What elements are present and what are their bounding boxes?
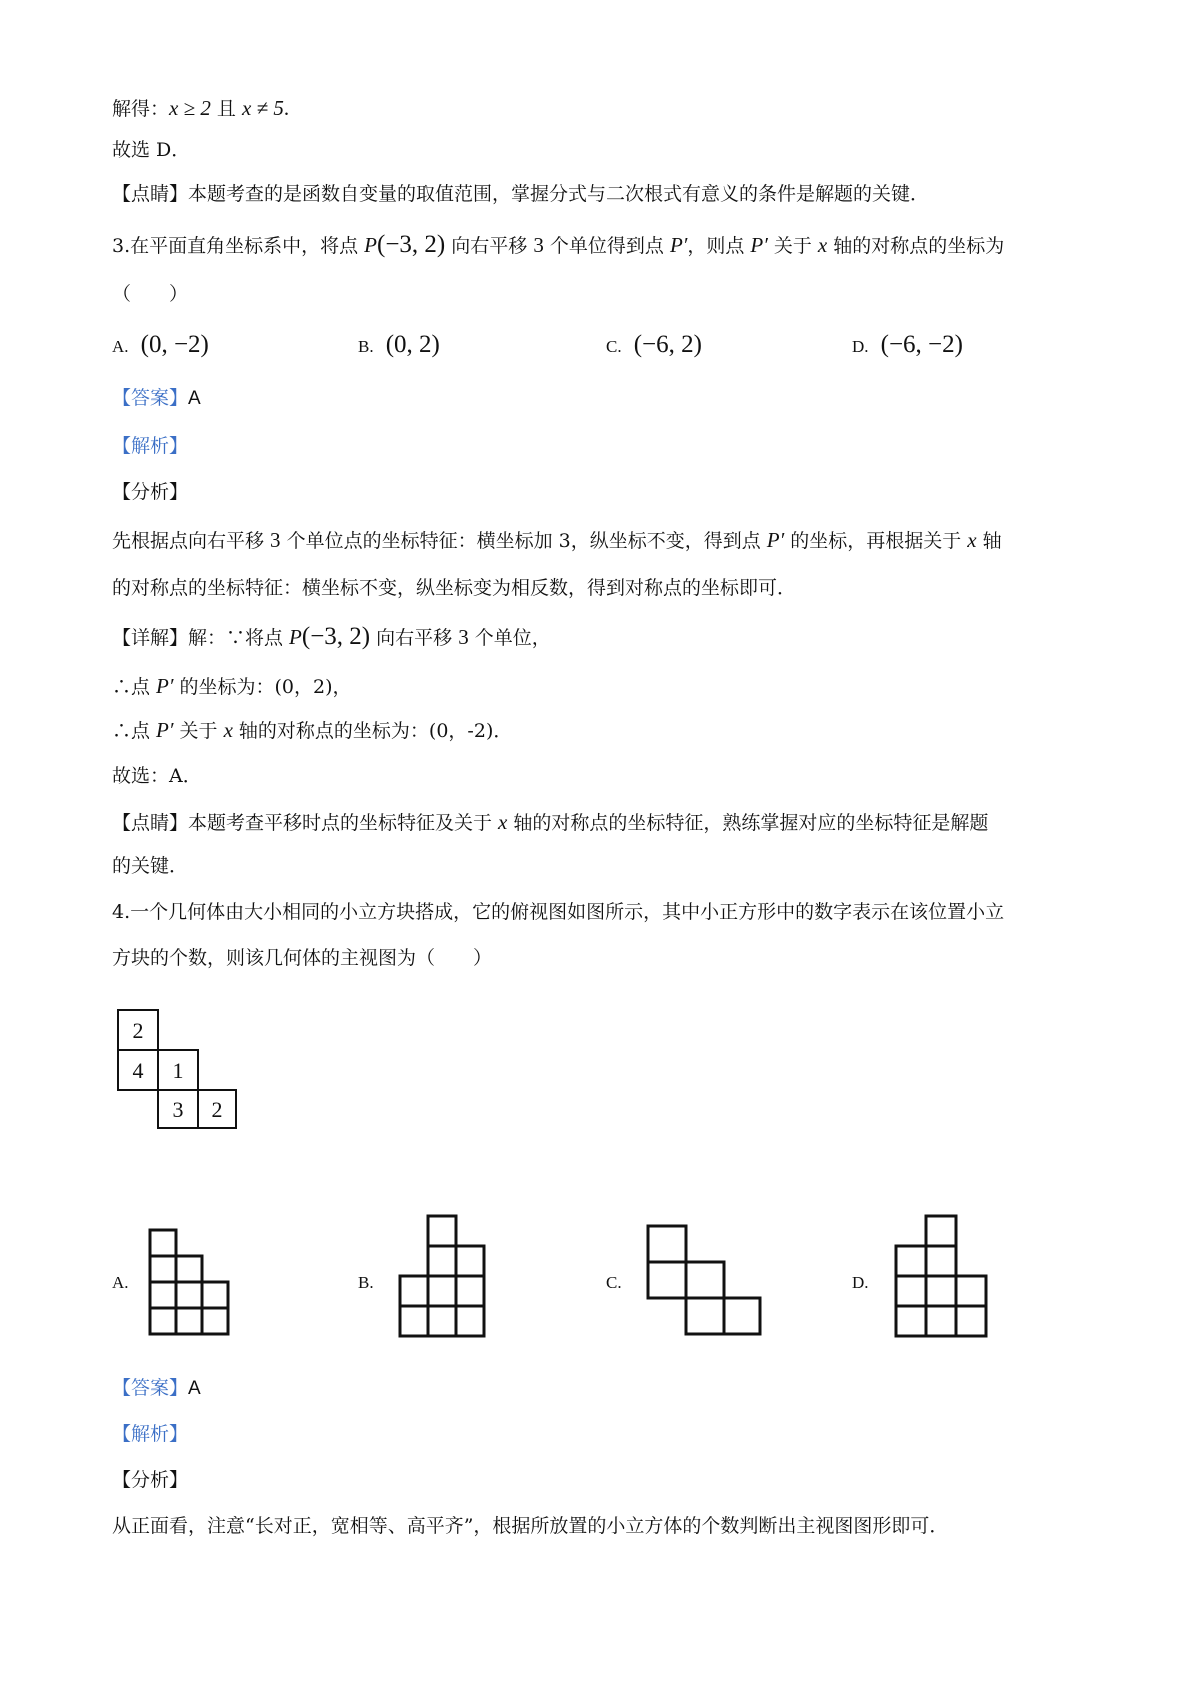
text: 个单位点的坐标特征：横坐标加 3，纵坐标不变，得到点: [280, 530, 767, 552]
cell-number: 4: [132, 1058, 144, 1083]
point-p-prime: P′: [669, 233, 688, 257]
q3-fenxi-tag: 【分析】: [112, 481, 189, 503]
text: .: [283, 96, 290, 120]
number: 3: [270, 528, 281, 552]
text: 的坐标，再根据关于: [784, 530, 968, 552]
text: 向右平移: [445, 235, 534, 257]
text: 轴: [976, 530, 1002, 552]
inequality: x ≠ 5: [241, 96, 284, 120]
var-x: x: [817, 233, 828, 257]
text: ，则点: [687, 235, 751, 257]
point-p-prime: P′: [750, 233, 768, 257]
inequality: x ≥ 2: [169, 96, 211, 120]
point-p-prime: P′: [156, 718, 174, 742]
text: 轴的对称点的坐标为：(0，-2)．: [232, 720, 513, 742]
option-value: (0, −2): [140, 331, 209, 358]
choice-line: 故选 D．: [112, 139, 191, 161]
text: 轴的对称点的坐标为: [827, 235, 1005, 257]
var-x: x: [498, 810, 508, 834]
text: 轴的对称点的坐标特征，熟练掌握对应的坐标特征是解题: [507, 812, 989, 834]
q4-analysis-line: 从正面看，注意“长对正，宽相等、高平齐”，根据所放置的小立方体的个数判断出主视图图形即可．: [112, 1515, 949, 1537]
q4-option-a-figure[interactable]: [148, 1228, 234, 1344]
cell-number: 1: [172, 1058, 184, 1083]
q3-option-a[interactable]: [112, 330, 209, 362]
answer-value: A: [188, 1378, 201, 1399]
answer-tag: 【答案】: [112, 387, 189, 409]
q4-jiexi-tag: 【解析】: [112, 1423, 189, 1445]
point-p-prime: P′: [766, 528, 785, 552]
q3-jiexi-tag: 【解析】: [112, 435, 189, 457]
var-x: x: [967, 528, 977, 552]
q3-stem: [112, 228, 1004, 263]
q4-option-d-figure[interactable]: [894, 1214, 994, 1348]
option-value: (0, 2): [385, 331, 440, 358]
var-x: x: [223, 718, 233, 742]
q4-option-c-label[interactable]: C.: [606, 1273, 622, 1292]
q4-stem: 4.一个几何体由大小相同的小立方块搭成，它的俯视图如图所示，其中小正方形中的数字表示在该位置小立: [112, 901, 1005, 923]
text: ∴点: [112, 720, 157, 742]
q3-detail-line: [112, 672, 352, 701]
cell-number: 2: [211, 1097, 223, 1122]
q4-option-a-label[interactable]: A.: [112, 1273, 129, 1292]
point-p-prime: P′: [156, 674, 174, 698]
q4-answer: [112, 1374, 201, 1403]
option-label: C.: [606, 337, 622, 356]
answer-tag: 【答案】: [112, 1377, 189, 1399]
coord: (−3, 2): [301, 623, 371, 650]
point-p: P: [364, 233, 377, 257]
dianjing-line: 【点睛】本题考查的是函数自变量的取值范围，掌握分式与二次根式有意义的条件是解题的关键．: [112, 183, 930, 205]
text: 个单位得到点: [543, 235, 670, 257]
text: 关于: [767, 235, 818, 257]
q4-option-b-label[interactable]: B.: [358, 1273, 374, 1292]
q3-analysis-line: 的对称点的坐标特征：横坐标不变，纵坐标变为相反数，得到对称点的坐标即可．: [112, 577, 797, 599]
number: 3: [458, 625, 469, 649]
q3-detail-line: [112, 620, 551, 655]
point-p: P: [289, 625, 302, 649]
text: 个单位，: [468, 627, 551, 649]
q3-dianjing-line: 的关键．: [112, 855, 189, 877]
text: 先根据点向右平移: [112, 530, 271, 552]
text: 【点睛】本题考查平移时点的坐标特征及关于: [112, 812, 499, 834]
text: 关于: [173, 720, 224, 742]
text: 3.在平面直角坐标系中，将点: [112, 235, 365, 257]
text: ∴点: [112, 676, 157, 698]
q3-detail-line: 故选：A．: [112, 765, 202, 787]
q4-fenxi-tag: 【分析】: [112, 1469, 189, 1491]
q4-stem: 方块的个数，则该几何体的主视图为（ ）: [112, 947, 493, 969]
coord: (−3, 2): [377, 231, 446, 258]
q3-analysis-line: [112, 526, 1002, 555]
top-view-figure: [104, 1002, 244, 1130]
solution-line: [112, 94, 289, 123]
q3-detail-line: [112, 716, 512, 745]
text: 向右平移: [370, 627, 459, 649]
q3-blank: （ ）: [112, 283, 189, 305]
q3-answer: [112, 384, 201, 413]
text: 且: [210, 98, 242, 120]
option-value: (−6, 2): [633, 331, 702, 358]
cell-number: 2: [132, 1018, 144, 1043]
option-label: A.: [112, 337, 129, 356]
number: 3: [533, 233, 544, 257]
q4-option-c-figure[interactable]: [646, 1224, 764, 1344]
q3-option-b[interactable]: [358, 330, 440, 362]
text: 的坐标为：(0，2)，: [173, 676, 352, 698]
q3-dianjing-line: [112, 808, 988, 837]
option-label: D.: [852, 337, 869, 356]
text: 【详解】解：∵将点: [112, 627, 290, 649]
option-label: B.: [358, 337, 374, 356]
q4-option-b-figure[interactable]: [398, 1214, 490, 1348]
q3-option-d[interactable]: [852, 330, 963, 362]
q3-option-c[interactable]: [606, 330, 702, 362]
answer-value: A: [188, 388, 201, 409]
cell-number: 3: [172, 1097, 184, 1122]
q4-option-d-label[interactable]: D.: [852, 1273, 869, 1292]
text: 解得：: [112, 98, 170, 120]
option-value: (−6, −2): [880, 331, 963, 358]
